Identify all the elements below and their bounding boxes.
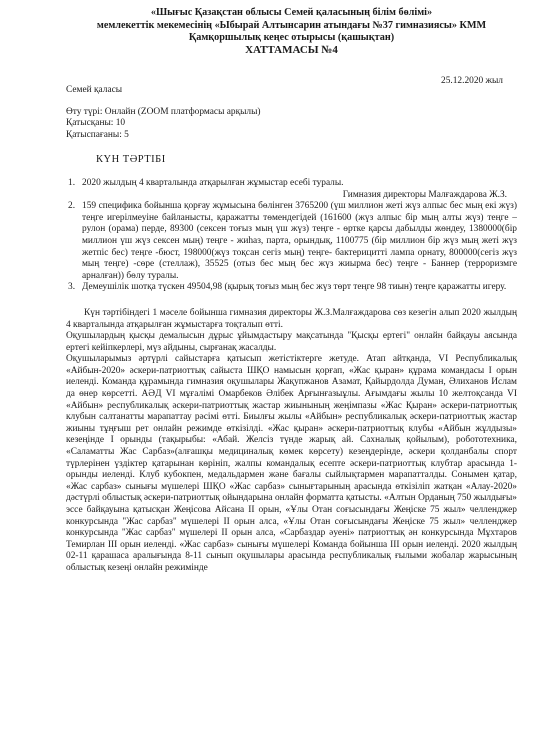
agenda-item [66, 282, 517, 294]
meeting-meta [66, 107, 517, 142]
agenda-item-text: Демеушілік шотқа түскен 49504,98 (қырық тоғыз мың бес жүз төрт теңге 98 тиын) теңге қаражатты игеру. [82, 282, 507, 293]
attended-count: Қатысқаны: 10 [66, 118, 126, 129]
header-line-3: Қамқоршылық кеңес отырысы (қашықтан) [188, 32, 395, 43]
agenda-item [66, 178, 517, 190]
body-paragraph: Оқушылардың қысқы демалысын дұрыс ұйымдастыру мақсатында "Қысқы ертегі" онлайн байқауы аясында ертегі кейіпкерлері, мүз айдыны, сырғанақ жасалды. [66, 331, 517, 353]
agenda-item-text: 2020 жылдың 4 кварталында атқарылған жұмыстар есебі туралы. [82, 177, 344, 188]
absent-count: Қатыспағаны: 5 [66, 129, 129, 140]
agenda-item-number: 1. [68, 177, 76, 188]
agenda-item-text: 159 спецификa бойынша қорғау жұмысына бөлінген 3765200 (үш миллион жеті жүз алпыс бес мың екі жүз) теңге игерілмеуіне байланысты, қаражатты төмендегідей (161600 (жүз алпыс бір мың алты жүз) теңге –рулон (орама) перде, 89300 (сексен тоғыз мың үш жүз) теңге - өртке қарсы дабылды жөндеу, 1380000(бір миллион үш жүз сексен мың) теңге - жиһаз, парта, орындық, 1100775 (бір миллион бір жүз мың жеті жүз жетпіс бес) теңге -бюст, 198000(жүз тоқсан сегіз мың) теңге- бактерицитті лампа орнату, 800000(сегіз жүз мың теңге) -сөре (стеллаж), 35525 (отыз бес мың бес жүз жиырма бес) теңге - Баннер (терроризмге арналған)) бөлу туралы. [82, 201, 517, 281]
agenda-item-speaker: Гимназия директоры Малғаждарова Ж.З. [342, 189, 507, 200]
body-paragraph: Оқушыларымыз әртүрлі сайыстарға қатысып жетістіктерге жетуде. Атап айтқанда, VI Республикалық «Айбын-2020» әскери-патриоттық сайыста ШҚО намысын қорғап, «Жас қыран» құрама командасы І орын иеленді. Команда құрамында гимназия оқушылары Жақупжанов Азамат, Қайырдолда Думан, Әлиханов Ислам да өнер көрсетті. АӘД VI мұғалімі Омарбеков Әлібек Арғынғазыұлы. Ағымдағы жылы 10 желтоқсанда VI «Айбын» республикалық әскери-патриоттық жастар жиынының жеңімпазы «Жас Қыран» әскери-патриоттық клубын салтанатты марапаттау рәсімі өтті. Биылғы жылы «Айбын» республикалық әскери-патриоттық жастар жиыны тұңғыш рет онлайн режимде өткізілді. «Жас қыран» әскери-патриоттық клубы «Айбын жұлдызы» кезеңінде І орынды (тақырыбы: «Абай. Желсіз түнде жарық ай. Сахналық қойылым), робототехника, «Саламатты Жас Сарбаз»(алғашқы медициналық көмек көрсету) кезеңдерінде, әскери қолданбалы спорт түрлерінен үздіктер қатарынан көрініп, жалпы командалық есепте әскери-патриоттық клубтар арасында 1-орынды иеленді. Клуб кубокпен, медальдармен және бағалы сыйлықтармен марапатталды. Сонымен қатар, «Жас сарбаз» сынығы мүшелері ШҚО «Жас сарбаз» сынығтарының арасында өткізіліп жатқан «Алау-2020» дәстүрлі облыстық әскери-патриоттық ойындарына онлайн форматта қатысты. «Алтын Орданың 750 жылдығы» эссе байқауына қатысқан Жеңісова Айсана ІІ орын, «Ұлы Отан соғысындағы Жеңіске 75 жыл» челленджер конкурсында "Жас сарбаз" мүшелері ІІ орын алса, «Ұлы Отан соғысындағы Жеңіске 75 жыл» челленджер конкурсында "Жас сарбаз" мүшелері ІІ орын алса, «Сарбаздар әуені» патриоттық ән конкурсында Мұхтаров Темирлан ІІІ орын иеленді. «Жас сарбаз» сынығы мүшелері Команда бойынша ІІІ орын иеленді. 2020 жылдың 02-11 қарашаса аралығында 8-11 сынып оқушылары арасында республикалық ғылыми жобалар жарысының облыстық кезеңі онлайн режимінде [66, 354, 517, 573]
header-line-2: мемлекеттік мекемесінің «Ыбырай Алтынсарин атындағы №37 гимназиясы» КММ [96, 19, 487, 31]
agenda-title: КҮН ТӘРТІБІ [96, 154, 166, 166]
header-line-1: «Шығыс Қазақстан облысы Семей қаласының білім бөлімі» [150, 7, 433, 18]
place: Семей қаласы [66, 85, 123, 95]
document-title: ХАТТАМАСЫ №4 [245, 43, 338, 56]
date: 25.12.2020 жыл [441, 76, 503, 86]
meeting-form: Өту түрі: Онлайн (ZOOM платформасы арқылы) [66, 106, 261, 117]
protocol-body [66, 308, 517, 575]
place-date-row [66, 76, 517, 97]
agenda-item-number: 2. [68, 201, 76, 212]
agenda-list [66, 178, 517, 294]
agenda-item-number: 3. [68, 282, 76, 293]
body-paragraph: Күн тәртібіндегі 1 мәселе бойынша гимназия директоры Ж.З.Малғаждарова сөз кезегін алып 2020 жылдың 4 кварталында атқарылған жұмыстарға тоқталып өтті. [66, 307, 517, 330]
agenda-item [66, 201, 517, 282]
